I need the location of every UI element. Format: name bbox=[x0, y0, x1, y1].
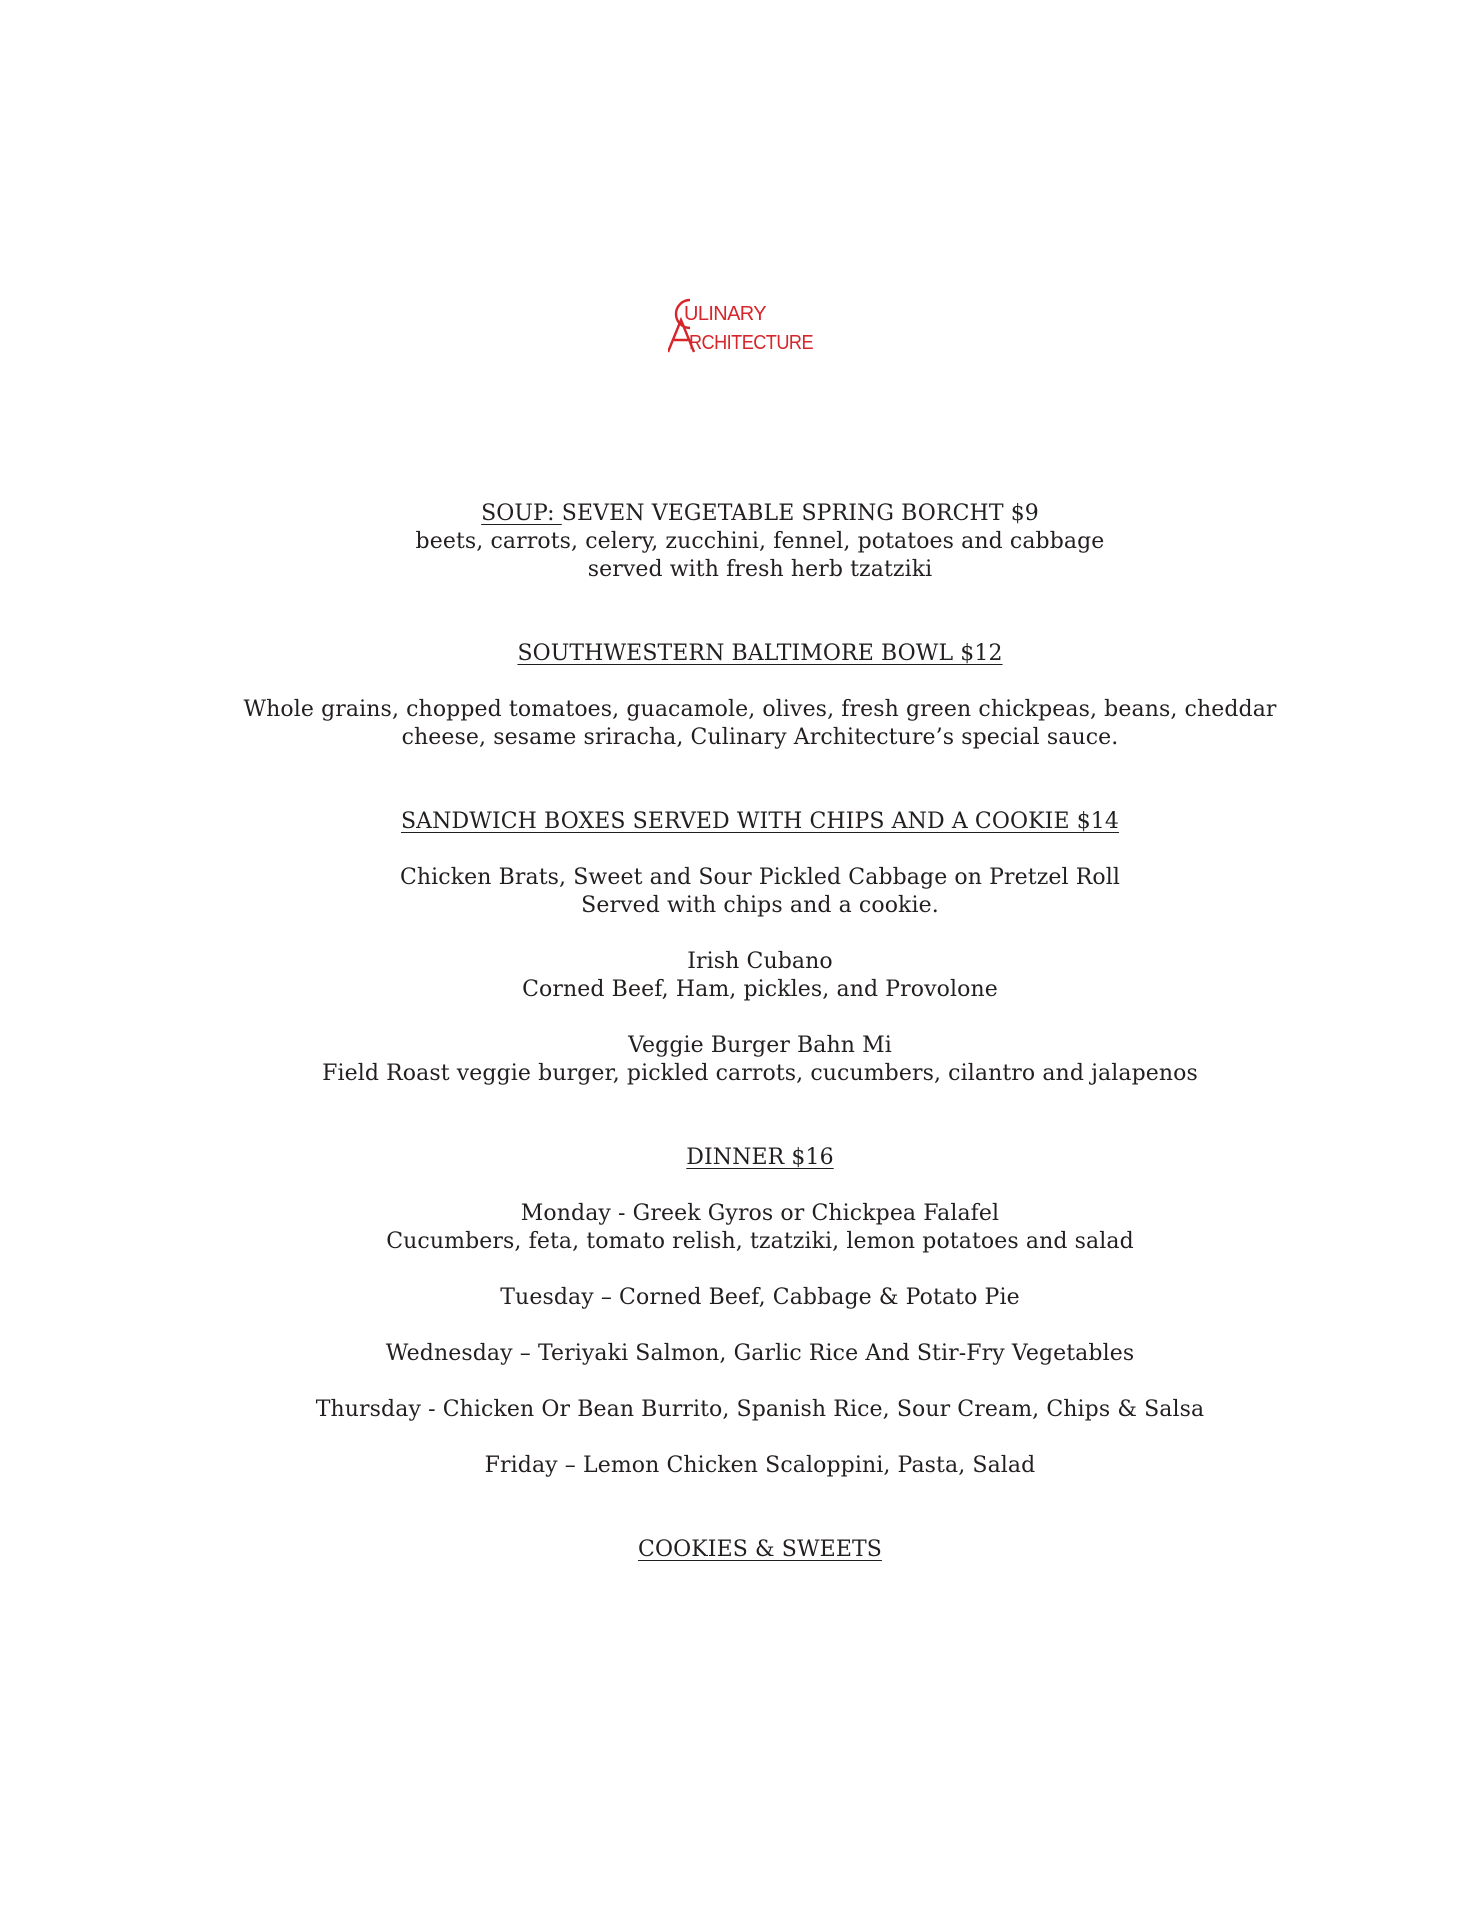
dinner-wednesday: Wednesday – Teriyaki Salmon, Garlic Rice And Stir-Fry Vegetables bbox=[385, 1341, 1135, 1366]
soup-title: SEVEN VEGETABLE SPRING BORCHT $9 bbox=[561, 501, 1039, 526]
sandwich-item-name: Chicken Brats, Sweet and Sour Pickled Cabbage on Pretzel Roll bbox=[399, 865, 1121, 890]
dinner-heading bbox=[0, 1144, 1484, 1172]
sandwich-heading bbox=[0, 808, 1484, 836]
sweets-heading bbox=[0, 1536, 1484, 1564]
sandwich-heading-text: SANDWICH BOXES SERVED WITH CHIPS AND A COOKIE $14 bbox=[400, 809, 1120, 834]
logo-line-2: RCHITECTURE bbox=[689, 332, 814, 354]
dinner-tuesday: Tuesday – Corned Beef, Cabbage & Potato Pie bbox=[500, 1285, 1020, 1310]
sweets-heading-text: COOKIES & SWEETS bbox=[638, 1537, 882, 1562]
dinner-heading-text: DINNER $16 bbox=[686, 1145, 834, 1170]
bowl-heading-text: SOUTHWESTERN BALTIMORE BOWL $12 bbox=[517, 641, 1003, 666]
dinner-thursday: Thursday - Chicken Or Bean Burrito, Spanish Rice, Sour Cream, Chips & Salsa bbox=[315, 1397, 1205, 1422]
logo-mark-icon bbox=[668, 296, 818, 358]
soup-description-1: beets, carrots, celery, zucchini, fennel, potatoes and cabbage bbox=[415, 529, 1105, 554]
dinner-friday: Friday – Lemon Chicken Scaloppini, Pasta, Salad bbox=[484, 1453, 1036, 1478]
logo-line-1: ULINARY bbox=[684, 303, 767, 325]
dinner-monday-description: Cucumbers, feta, tomato relish, tzatziki, lemon potatoes and salad bbox=[386, 1229, 1134, 1254]
menu-body bbox=[0, 500, 1484, 1564]
bowl-heading bbox=[0, 640, 1484, 668]
soup-heading bbox=[0, 500, 1484, 528]
sandwich-item-name: Irish Cubano bbox=[687, 949, 833, 974]
sandwich-item-desc: Corned Beef, Ham, pickles, and Provolone bbox=[522, 977, 998, 1002]
bowl-description-1: Whole grains, chopped tomatoes, guacamole, olives, fresh green chickpeas, beans, cheddar bbox=[243, 697, 1277, 722]
bowl-description-2: cheese, sesame sriracha, Culinary Architecture’s special sauce. bbox=[401, 725, 1119, 750]
dinner-monday: Monday - Greek Gyros or Chickpea Falafel bbox=[520, 1201, 1000, 1226]
soup-description-2: served with fresh herb tzatziki bbox=[587, 557, 933, 582]
culinary-architecture-logo bbox=[668, 296, 818, 358]
sandwich-item-name: Veggie Burger Bahn Mi bbox=[628, 1033, 892, 1058]
sandwich-item-desc: Field Roast veggie burger, pickled carrots, cucumbers, cilantro and jalapenos bbox=[322, 1061, 1198, 1086]
soup-label: SOUP: bbox=[481, 501, 562, 526]
sandwich-item-desc: Served with chips and a cookie. bbox=[581, 893, 939, 918]
